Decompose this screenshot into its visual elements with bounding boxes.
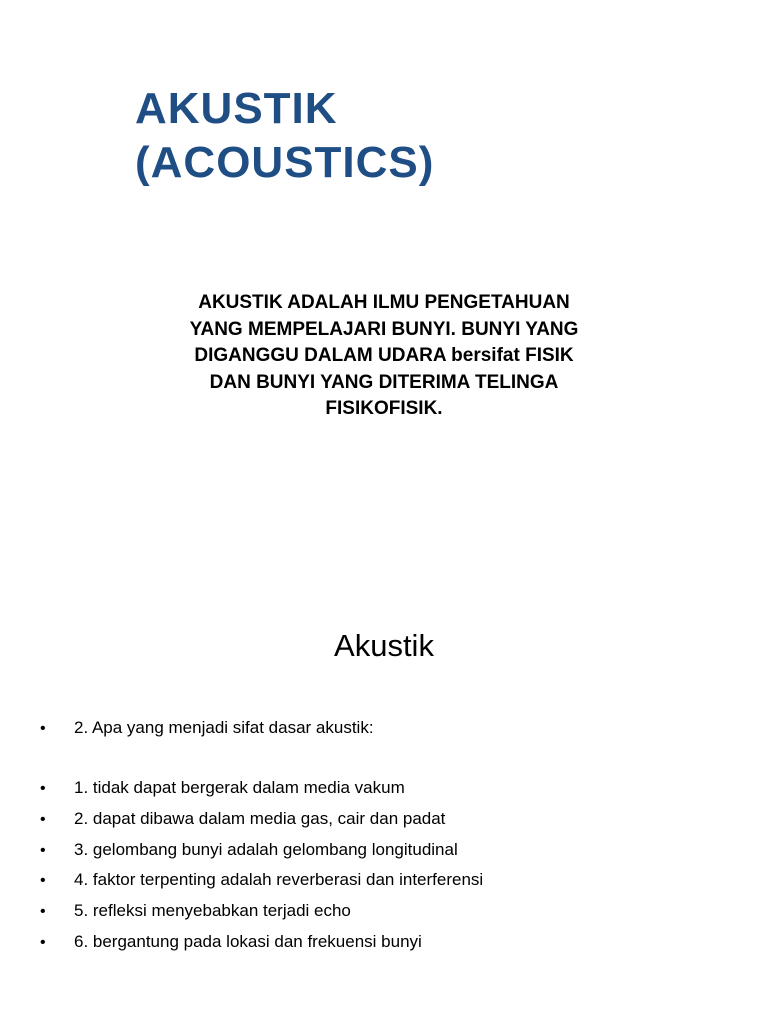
list-item: [40, 807, 445, 831]
list-item-text: 3. gelombang bunyi adalah gelombang longitudinal: [74, 840, 458, 859]
bullet-icon: •: [40, 780, 46, 797]
title-line: AKUSTIK: [135, 84, 338, 133]
list-item-text: 2. Apa yang menjadi sifat dasar akustik:: [74, 718, 374, 737]
slide-1-body: [124, 290, 644, 423]
list-item-text: 4. faktor terpenting adalah reverberasi dan interferensi: [74, 870, 484, 889]
list-item: [40, 716, 374, 740]
bullet-icon: •: [40, 872, 46, 889]
body-line: DIGANGGU DALAM UDARA bersifat FISIK: [194, 345, 574, 366]
title-line: (ACOUSTICS): [135, 138, 435, 187]
body-line: YANG MEMPELAJARI BUNYI. BUNYI YANG: [189, 318, 579, 340]
list-item-text: 6. bergantung pada lokasi dan frekuensi bunyi: [74, 932, 422, 951]
list-item: [40, 838, 458, 862]
bullet-icon: •: [40, 934, 46, 951]
bullet-icon: •: [40, 720, 46, 737]
bullet-icon: •: [40, 811, 46, 828]
slide-2: [0, 576, 768, 1024]
list-item: [40, 899, 351, 923]
body-line: AKUSTIK ADALAH ILMU PENGETAHUAN: [198, 292, 570, 313]
list-item: [40, 930, 422, 954]
bullet-icon: •: [40, 842, 46, 859]
slide-2-title: Akustik: [334, 628, 434, 663]
list-item: [40, 868, 483, 892]
list-item-text: 2. dapat dibawa dalam media gas, cair dan padat: [74, 809, 446, 828]
list-item: [40, 776, 405, 800]
slide-1-title: [135, 82, 434, 190]
bullet-icon: •: [40, 903, 46, 920]
list-item-text: 5. refleksi menyebabkan terjadi echo: [74, 901, 351, 920]
body-line: FISIKOFISIK.: [325, 398, 443, 419]
body-line: DAN BUNYI YANG DITERIMA TELINGA: [209, 371, 559, 393]
list-item-text: 1. tidak dapat bergerak dalam media vakum: [74, 778, 405, 797]
